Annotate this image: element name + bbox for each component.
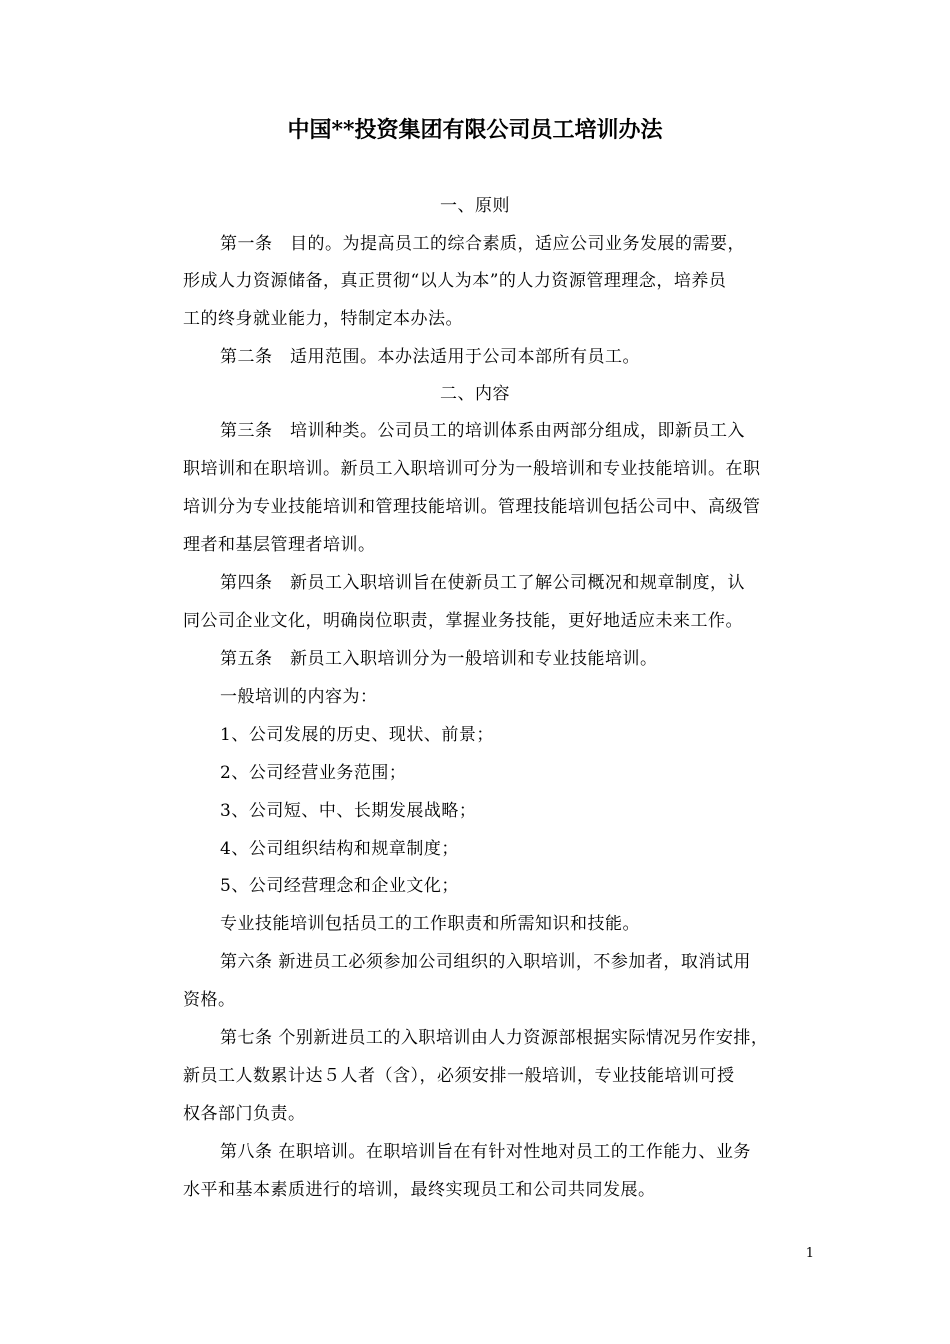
article-7-line-2: 新员工人数累计达５人者（含），必须安排一般培训，专业技能培训可授 <box>183 1066 735 1086</box>
article-1-line-2: 形成人力资源储备，真正贯彻“以人为本”的人力资源管理理念，培养员 <box>183 271 727 291</box>
list-item-2: 2、公司经营业务范围； <box>220 763 407 783</box>
article-4-line-2: 同公司企业文化，明确岗位职责，掌握业务技能，更好地适应未来工作。 <box>183 611 743 631</box>
list-item-1: 1、公司发展的历史、现状、前景； <box>220 725 494 745</box>
section-heading-content: 二、内容 <box>440 384 510 404</box>
article-8-line-2: 水平和基本素质进行的培训，最终实现员工和公司共同发展。 <box>183 1180 656 1200</box>
article-4-line-1: 第四条 新员工入职培训旨在使新员工了解公司概况和规章制度，认 <box>220 573 745 593</box>
article-5-line-1: 第五条 新员工入职培训分为一般培训和专业技能培训。 <box>220 649 658 669</box>
list-item-4: 4、公司组织结构和规章制度； <box>220 839 459 859</box>
list-item-5: 5、公司经营理念和企业文化； <box>220 876 459 896</box>
skills-training-line: 专业技能培训包括员工的工作职责和所需知识和技能。 <box>220 914 640 934</box>
article-8-line-1: 第八条 在职培训。在职培训旨在有针对性地对员工的工作能力、业务 <box>220 1142 751 1162</box>
article-3-line-4: 理者和基层管理者培训。 <box>183 535 376 555</box>
article-3-line-3: 培训分为专业技能培训和管理技能培训。管理技能培训包括公司中、高级管 <box>183 497 761 517</box>
article-6-line-2: 资格。 <box>183 990 236 1010</box>
article-1-line-1: 第一条 目的。为提高员工的综合素质，适应公司业务发展的需要， <box>220 234 745 254</box>
page-number: 1 <box>805 1246 814 1261</box>
general-training-heading: 一般培训的内容为： <box>220 687 378 707</box>
list-item-3: 3、公司短、中、长期发展战略； <box>220 801 477 821</box>
section-heading-principles: 一、原则 <box>440 196 510 216</box>
document-title: 中国**投资集团有限公司员工培训办法 <box>287 117 663 143</box>
article-3-line-1: 第三条 培训种类。公司员工的培训体系由两部分组成，即新员工入 <box>220 421 745 441</box>
article-7-line-3: 权各部门负责。 <box>183 1104 306 1124</box>
article-7-line-1: 第七条 个别新进员工的入职培训由人力资源部根据实际情况另作安排， <box>220 1028 769 1048</box>
article-2-line-1: 第二条 适用范围。本办法适用于公司本部所有员工。 <box>220 347 640 367</box>
article-3-line-2: 职培训和在职培训。新员工入职培训可分为一般培训和专业技能培训。在职 <box>183 459 761 479</box>
article-6-line-1: 第六条 新进员工必须参加公司组织的入职培训，不参加者，取消试用 <box>220 952 751 972</box>
article-1-line-3: 工的终身就业能力，特制定本办法。 <box>183 309 463 329</box>
